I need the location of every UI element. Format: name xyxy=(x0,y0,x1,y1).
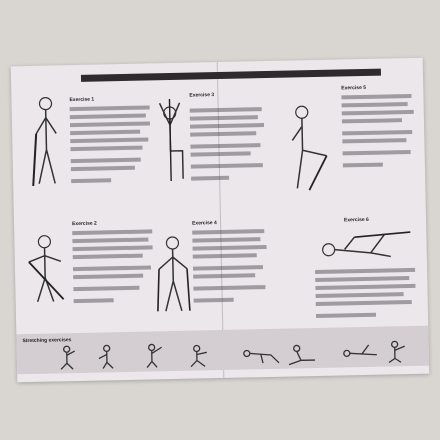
exercise-5-figure xyxy=(268,100,340,193)
exercise-2-figure xyxy=(22,231,71,304)
exercise-4-figure xyxy=(152,233,194,314)
exercise-5-title: Exercise 5 xyxy=(341,84,367,92)
stretching-title: Stretching exercises xyxy=(22,337,72,345)
exercise-6-figure xyxy=(314,226,415,264)
exercise-3-title: Exercise 3 xyxy=(189,92,215,99)
instruction-sheet xyxy=(11,58,430,383)
exercise-3-figure xyxy=(151,99,189,184)
exercise-1-figure xyxy=(21,93,69,190)
exercise-4-title: Exercise 4 xyxy=(192,220,217,227)
exercise-1-title: Exercise 1 xyxy=(69,96,95,104)
exercise-6-title: Exercise 6 xyxy=(343,216,369,224)
warning-banner xyxy=(81,69,381,82)
exercise-2-title: Exercise 2 xyxy=(71,220,97,228)
